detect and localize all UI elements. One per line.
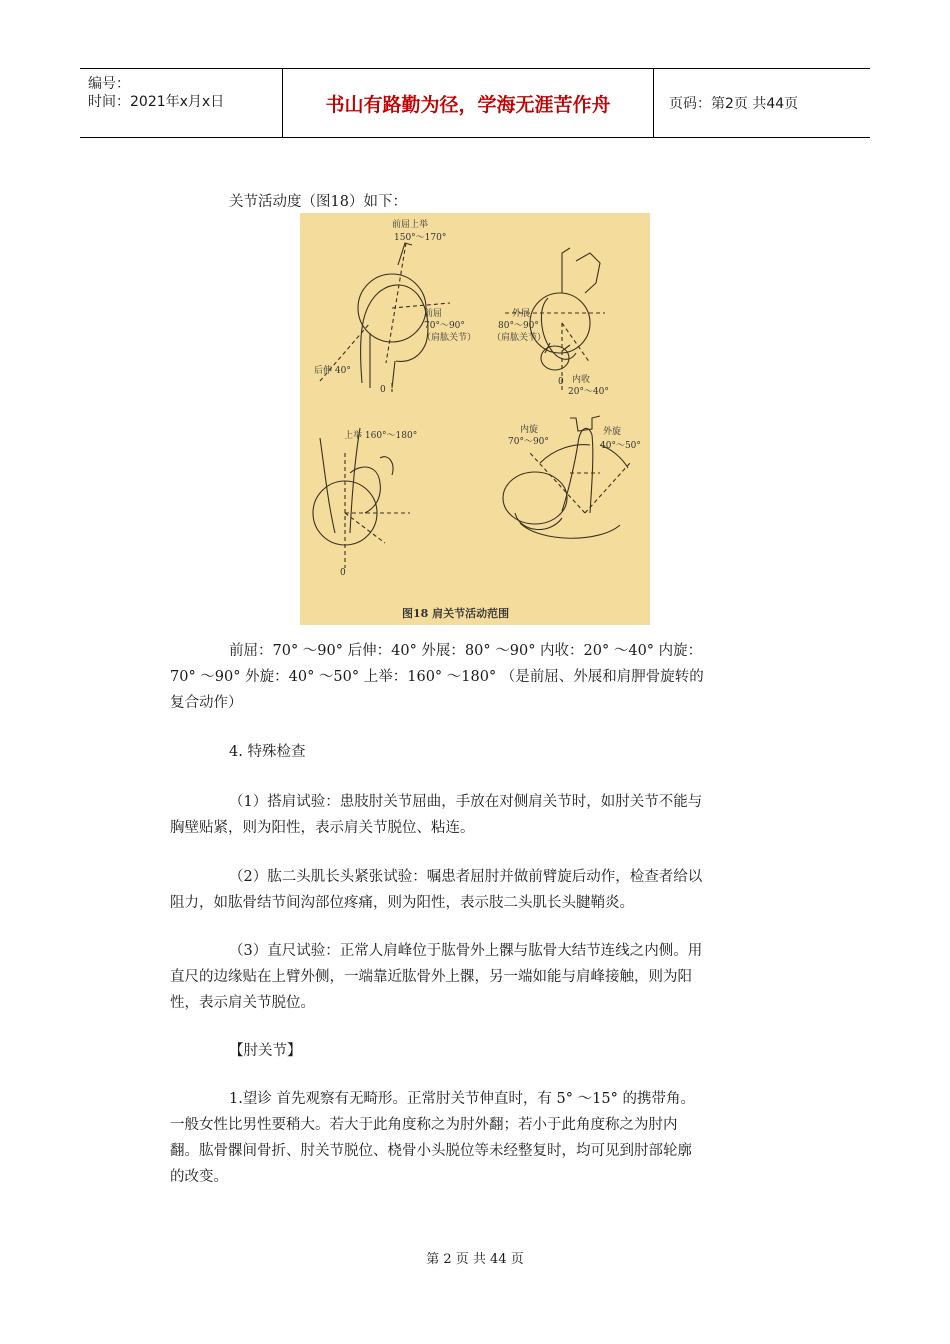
label-flex-up: 前屈上举 [392, 220, 429, 230]
label-zero-3: 0 [340, 568, 346, 578]
label-abd-range: 80°～90° [498, 321, 539, 331]
intro-text: 关节活动度（图18）如下： [229, 194, 407, 210]
label-abd-note: （肩肱关节） [492, 333, 547, 343]
label-abd: 外展 [512, 309, 531, 319]
label-zero-2: 0 [558, 377, 564, 387]
shoulder-illustration [300, 213, 650, 625]
label-ext: 后伸 40° [314, 366, 351, 376]
test1-line-1: （1）搭肩试验：患肢肘关节屈曲，手放在对侧肩关节时，如肘关节不能与 [229, 794, 703, 810]
label-flex: 前屈 [424, 309, 443, 319]
label-add: 内收 [572, 375, 591, 385]
label-raise: 上举 160°～180° [344, 431, 418, 441]
motto: 书山有路勤为径，学海无涯苦作舟 [283, 69, 654, 137]
figure-caption: 图18 肩关节活动范围 [402, 607, 510, 620]
page-footer: 第 2 页 共 44 页 [426, 1252, 524, 1267]
elbow-line-1: 1.望诊 首先观察有无畸形。正常肘关节伸直时，有 5° ～15° 的携带角。 [229, 1091, 695, 1107]
test3-line-3: 性，表示肩关节脱位。 [170, 995, 315, 1011]
elbow-line-3: 翻。肱骨髁间骨折、肘关节脱位、桡骨小头脱位等未经整复时，均可见到肘部轮廓 [170, 1143, 692, 1159]
test3-line-1: （3）直尺试验：正常人肩峰位于肱骨外上髁与肱骨大结节连线之内侧。用 [229, 943, 703, 959]
page-header [80, 68, 870, 138]
label-flex-range: 70°～90° [424, 321, 465, 331]
label-ext-rot: 外旋 [603, 427, 622, 437]
page-info: 页码：第2页 共44页 [669, 96, 799, 112]
test2-line-2: 阻力，如肱骨结节间沟部位疼痛，则为阳性，表示肢二头肌长头腱鞘炎。 [170, 895, 634, 911]
time-label: 时间：2021年x月x日 [88, 94, 225, 110]
header-meta [80, 69, 283, 137]
test3-line-2: 直尺的边缘贴在上臂外侧，一端靠近肱骨外上髁，另一端如能与肩峰接触，则为阳 [170, 969, 692, 985]
label-flex-note: （肩肱关节） [422, 333, 477, 343]
number-label: 编号： [88, 76, 130, 92]
rom-line-3: 复合动作） [170, 695, 243, 711]
elbow-line-2: 一般女性比男性要稍大。若大于此角度称之为肘外翻；若小于此角度称之为肘内 [170, 1117, 678, 1133]
label-int-rot-range: 70°～90° [508, 437, 549, 447]
shoulder-rom-figure [300, 213, 650, 625]
label-int-rot: 内旋 [520, 425, 539, 435]
label-zero-1: 0 [380, 385, 386, 395]
elbow-line-4: 的改变。 [170, 1169, 228, 1185]
test2-line-1: （2）肱二头肌长头紧张试验：嘱患者屈肘并做前臂旋后动作，检查者给以 [229, 869, 703, 885]
special-exam-heading: 4. 特殊检查 [229, 744, 306, 760]
label-ext-rot-range: 40°～50° [600, 441, 641, 451]
label-add-range: 20°～40° [568, 387, 609, 397]
rom-line-1: 前屈：70° ～90° 后伸：40° 外展：80° ～90° 内收：20° ～40° 内旋： [229, 643, 703, 659]
elbow-heading: 【肘关节】 [229, 1043, 302, 1059]
test1-line-2: 胸壁贴紧，则为阳性，表示肩关节脱位、粘连。 [170, 820, 475, 836]
label-flex-up-range: 150°～170° [394, 233, 447, 243]
rom-line-2: 70° ～90° 外旋：40° ～50° 上举：160° ～180° （是前屈、外展和肩胛骨旋转的 [170, 669, 704, 685]
